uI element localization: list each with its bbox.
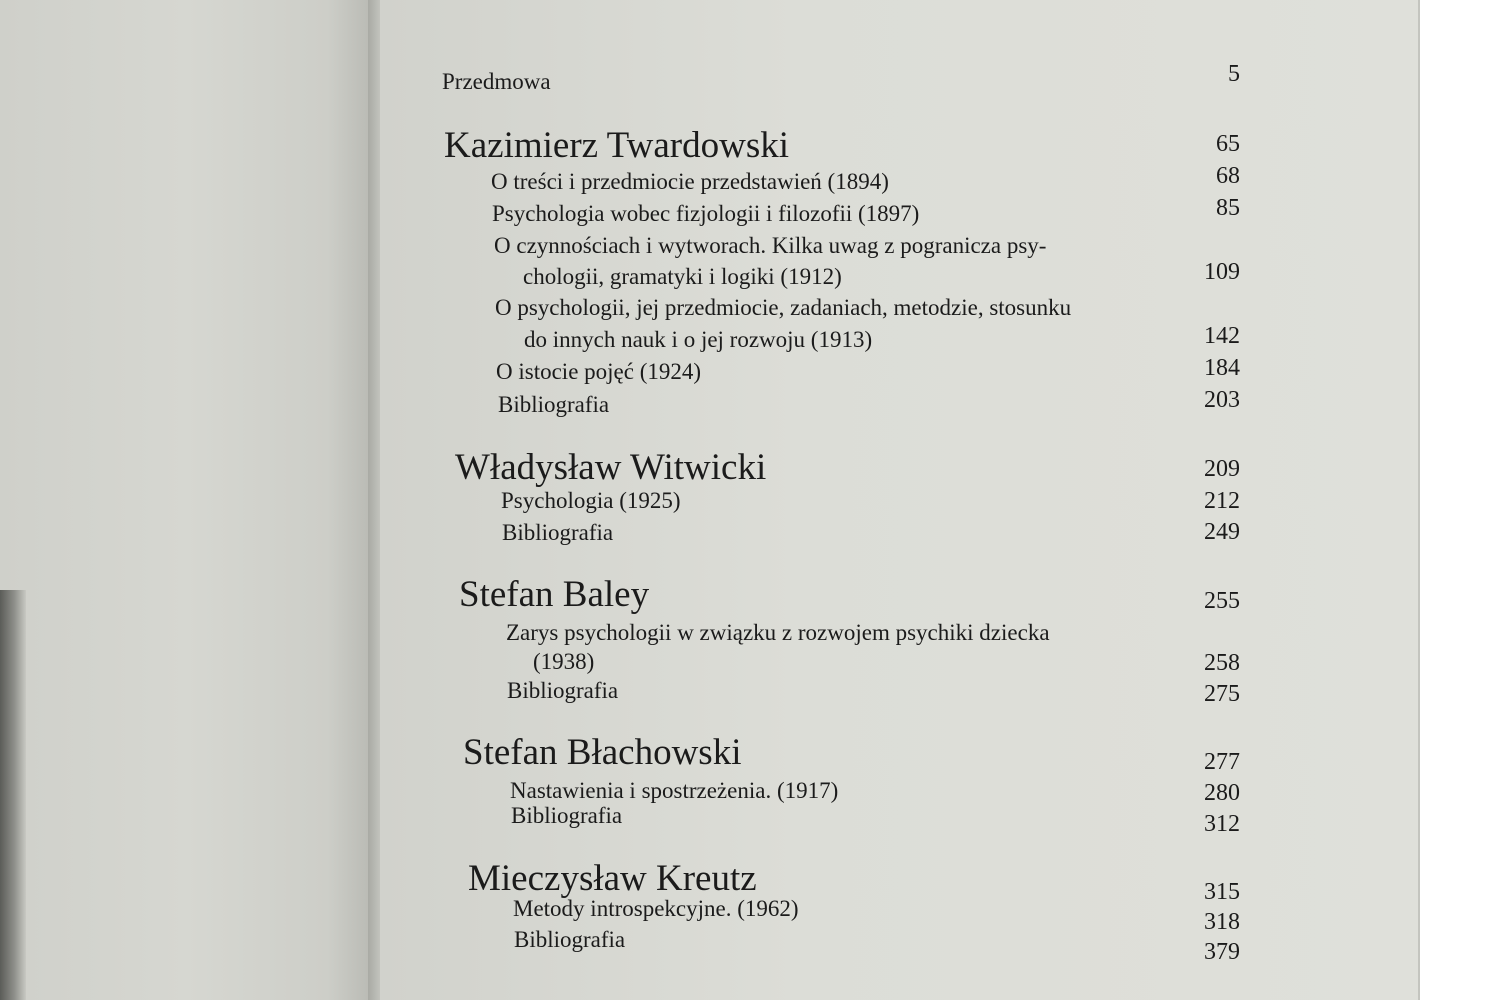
toc-entry-page: 249 bbox=[1204, 519, 1240, 545]
toc-author-page: 277 bbox=[1204, 749, 1240, 775]
toc-preface-page: 5 bbox=[1228, 61, 1240, 87]
toc-entry-line-continued: do innych nauk i o jej rozwoju (1913) bbox=[524, 327, 873, 352]
toc-entry-line-continued: chologii, gramatyki i logiki (1912) bbox=[523, 264, 842, 289]
toc-author-heading: Stefan Baley bbox=[459, 574, 650, 615]
toc-author-heading: Władysław Witwicki bbox=[455, 447, 767, 488]
toc-entry-line: Bibliografia bbox=[498, 392, 610, 417]
toc-author-heading: Kazimierz Twardowski bbox=[444, 125, 790, 166]
toc-entry-line: Bibliografia bbox=[514, 927, 626, 952]
toc-entry-page: 275 bbox=[1204, 681, 1240, 707]
toc-entry-line-continued: (1938) bbox=[533, 649, 595, 674]
toc-entry-page: 258 bbox=[1204, 650, 1240, 676]
toc-entry-page: 109 bbox=[1204, 259, 1240, 285]
toc-entry-line: Bibliografia bbox=[511, 803, 623, 828]
toc-entry-line: Zarys psychologii w związku z rozwojem psychiki dziecka bbox=[506, 620, 1050, 645]
toc-entry-page: 318 bbox=[1204, 909, 1240, 935]
toc-entry-line: Bibliografia bbox=[507, 678, 619, 703]
toc-author-page: 255 bbox=[1204, 588, 1240, 614]
toc-author-page: 65 bbox=[1216, 131, 1240, 157]
toc-entry-line: O istocie pojęć (1924) bbox=[496, 359, 702, 384]
toc-entry-page: 312 bbox=[1204, 811, 1240, 837]
toc-author-page: 315 bbox=[1204, 879, 1240, 905]
toc-entry-line: O treści i przedmiocie przedstawień (1894) bbox=[491, 169, 889, 194]
toc-entry-line: Nastawienia i spostrzeżenia. (1917) bbox=[510, 778, 839, 803]
toc-entry-page: 142 bbox=[1204, 323, 1240, 349]
toc-preface-title: Przedmowa bbox=[442, 69, 551, 94]
toc-author-heading: Mieczysław Kreutz bbox=[468, 858, 757, 899]
toc-author-page: 209 bbox=[1204, 456, 1240, 482]
toc-entry-line: O psychologii, jej przedmiocie, zadaniach, metodzie, stosunku bbox=[495, 295, 1072, 320]
toc-author-heading: Stefan Błachowski bbox=[463, 732, 742, 773]
toc-entry-line: O czynnościach i wytworach. Kilka uwag z pogranicza psy- bbox=[494, 233, 1047, 258]
toc-entry-page: 203 bbox=[1204, 387, 1240, 413]
left-page-edge bbox=[0, 590, 26, 1000]
toc-entry-line: Metody introspekcyjne. (1962) bbox=[513, 896, 799, 921]
toc-entry-line: Psychologia (1925) bbox=[501, 488, 681, 513]
toc-entry-page: 379 bbox=[1204, 939, 1240, 965]
toc-entry-page: 184 bbox=[1204, 355, 1240, 381]
toc-entry-page: 280 bbox=[1204, 780, 1240, 806]
background-margin bbox=[1420, 0, 1500, 1000]
toc-entry-line: Psychologia wobec fizjologii i filozofii (1897) bbox=[492, 201, 920, 226]
toc-entry-page: 85 bbox=[1216, 195, 1240, 221]
toc-entry-line: Bibliografia bbox=[502, 520, 614, 545]
left-page bbox=[0, 0, 372, 1000]
toc-entry-page: 68 bbox=[1216, 163, 1240, 189]
toc-entry-page: 212 bbox=[1204, 488, 1240, 514]
